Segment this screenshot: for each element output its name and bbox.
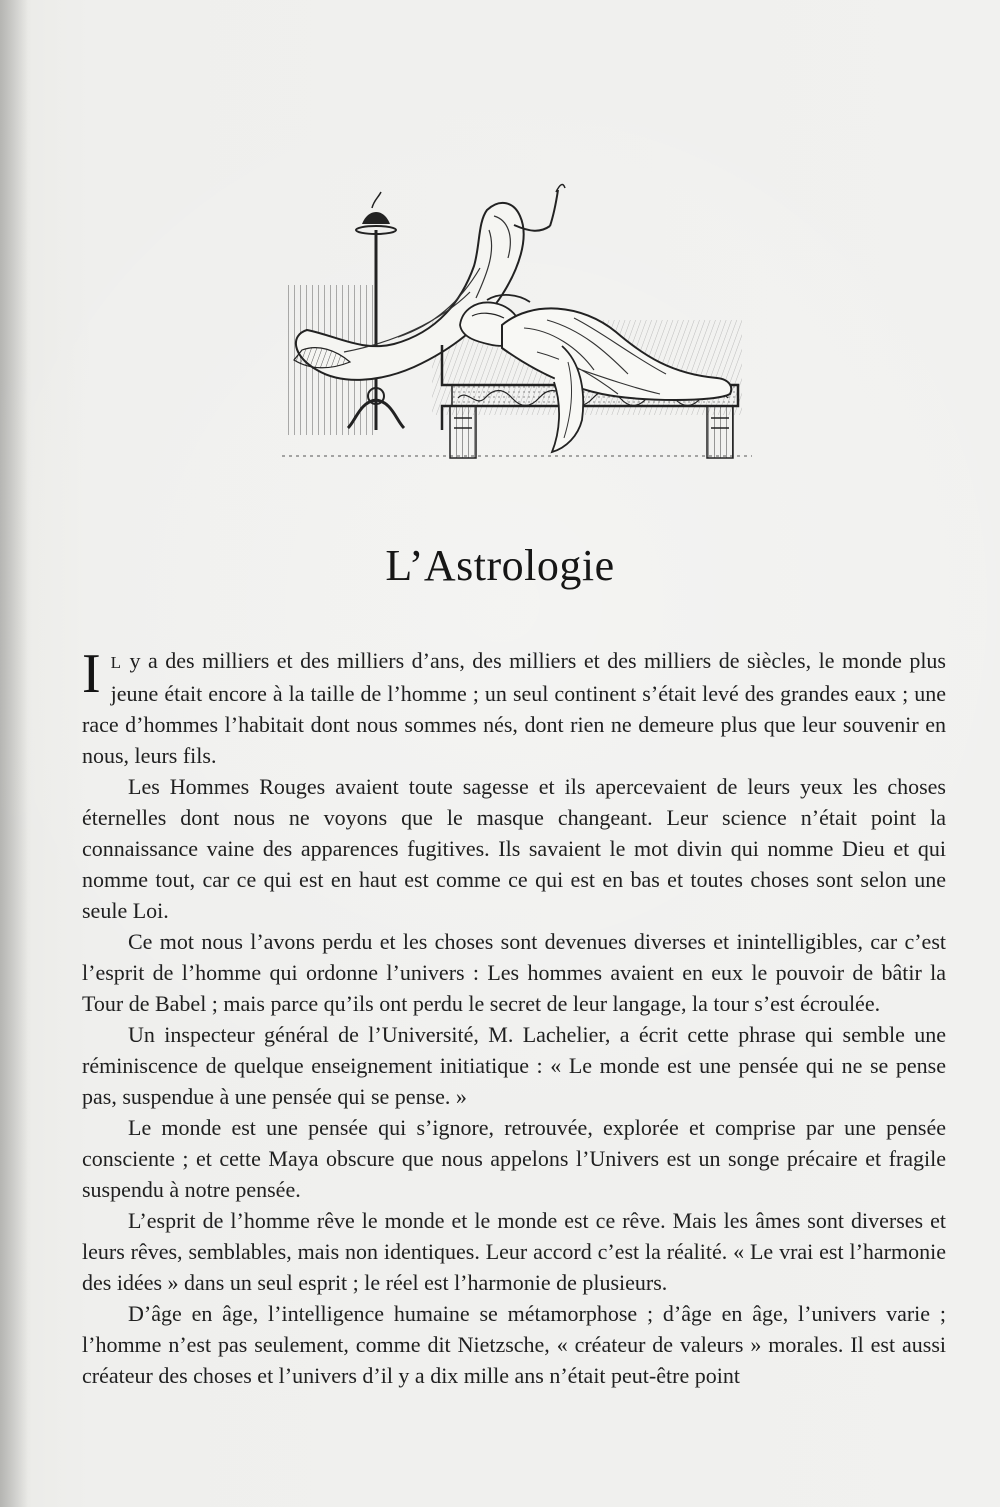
- paragraph-6: L’esprit de l’homme rêve le monde et le monde est ce rêve. Mais les âmes sont diverses et leurs rêves, semblables, mais non identiques. Leur accord c’est la réalité. « Le vrai est l’harmonie des idées » dans un seul esprit ; le réel est l’harmonie de plusieurs.: [82, 1208, 946, 1295]
- paragraph-2: Les Hommes Rouges avaient toute sagesse et ils apercevaient de leurs yeux les choses éternelles dont nous ne voyons que le masque changeant. Leur science n’était point la connaissance vaine des apparences fugitives. Ils savaient le mot divin qui nomme Dieu et qui nomme tout, car ce qui est en haut est comme ce qui est en bas et toutes choses sont selon une seule Loi.: [82, 774, 946, 923]
- paragraph-1: [82, 645, 946, 771]
- paragraph-text: y a des milliers et des milliers d’ans, des milliers et des milliers de siècles, le monde plus jeune était encore à la taille de l’homme ; un seul continent s’était levé des grandes eaux ; une race d’hommes l’habitait dont nous sommes nés, dont rien ne demeure plus que leur souvenir en nous, leurs fils.: [82, 648, 946, 768]
- paragraph-7: D’âge en âge, l’intelligence humaine se métamorphose ; d’âge en âge, l’univers varie ; l’homme n’est pas seulement, comme dit Nietzsche, « créateur de valeurs » morales. Il est aussi créateur des choses et l’univers d’il y a dix mille ans n’était peut-être point: [82, 1301, 946, 1388]
- paragraph-4: Un inspecteur général de l’Université, M. Lachelier, a écrit cette phrase qui semble une réminiscence de quelque enseignement initiatique : « Le monde est une pensée qui ne se pense pas, suspendue à une pensée qui se pense. »: [82, 1022, 946, 1109]
- article-body: [82, 645, 946, 1391]
- paragraph-3: Ce mot nous l’avons perdu et les choses sont devenues diverses et inintelligibles, car c’est l’esprit de l’homme qui ordonne l’univers : Les hommes avaient en eux le pouvoir de bâtir la Tour de Babel ; mais parce qu’ils ont perdu le secret de leur langage, la tour s’est écroulée.: [82, 929, 946, 1016]
- sleeping-figure-dream-illustration: [282, 180, 752, 465]
- drop-cap: I: [82, 643, 101, 705]
- page-title: L’Astrologie: [385, 541, 615, 590]
- paragraph-5: Le monde est une pensée qui s’ignore, retrouvée, explorée et comprise par une pensée consciente ; et cette Maya obscure que nous appelons l’Univers est un songe précaire et fragile suspendu à notre pensée.: [82, 1115, 946, 1202]
- first-word-small-caps: L: [110, 653, 123, 672]
- page-gutter-shadow: [0, 0, 28, 1507]
